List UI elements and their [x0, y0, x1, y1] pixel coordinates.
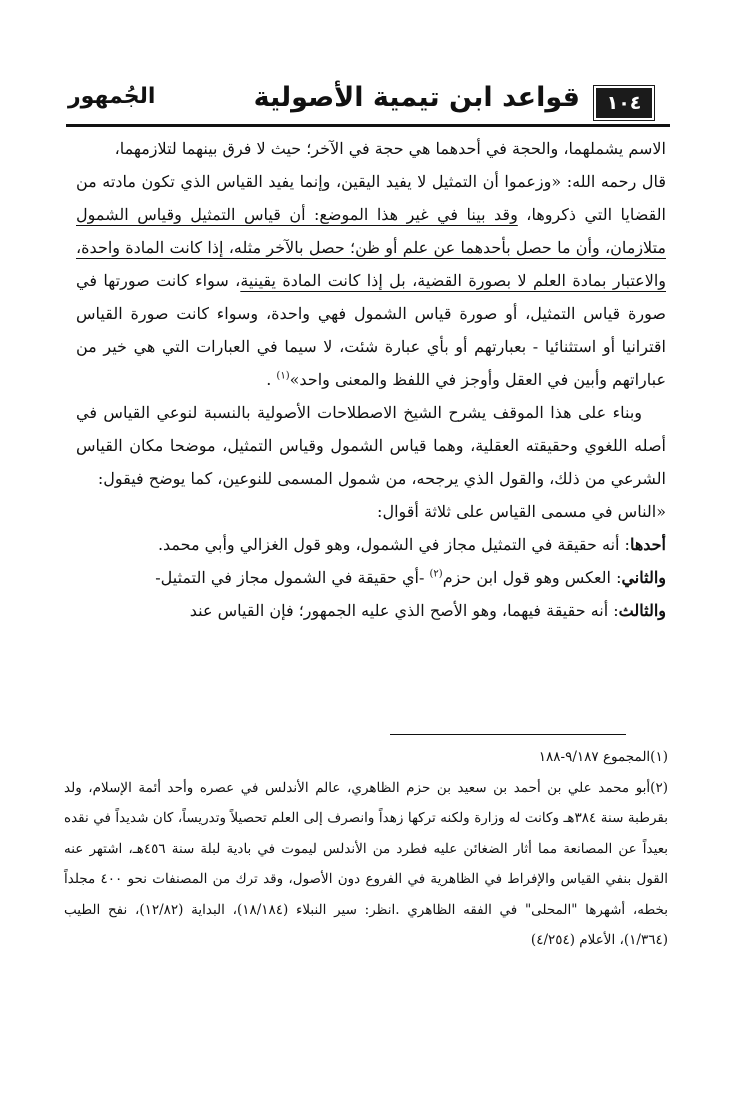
item-label: والثاني: [621, 568, 666, 587]
footnote-2: (٢)أبو محمد علي بن أحمد بن سعيد بن حزم الظاهري، عالم الأندلس في عصره وأحد أئمة الإسلام، ولد بقرطبة سنة ٣٨٤هـ وكانت له وزارة ولكنه تركها زهداً وانصرف إلى العلم تحصيلاً وتدريساً، كان شديداً في نقده بعيداً عن المصانعة مما أثار الضغائن عليه فطرد من الأندلس ليموت في بادية لبلة سنة ٤٥٦هـ، اشتهر عنه القول بنفي القياس والإفراط في الظاهرية في الفروع دون الأصول، وقد ترك من المصنفات نحو ٤٠٠ مجلداً بخطه، أشهرها "المحلى" في الفقه الظاهري .انظر: سير النبلاء (١٨/١٨٤)، البداية (١٢/٨٢)، نفح الطيب (١/٣٦٤)، الأعلام (٤/٢٥٤): [64, 779, 669, 948]
item-text: : أنه حقيقة في التمثيل مجاز في الشمول، وهو قول الغزالي وأبي محمد.: [157, 535, 630, 554]
page-number: ١٠٤: [596, 88, 652, 118]
footnote-rule: [390, 734, 626, 735]
paragraph: «الناس في مسمى القياس على ثلاثة أقوال:: [377, 502, 666, 521]
item-label: أحدها: [629, 535, 666, 554]
paragraph: الاسم يشملهما، والحجة في أحدهما هي حجة في الآخر؛ حيث لا فرق بينهما لتلازمهما،: [114, 139, 666, 158]
main-text: [76, 132, 666, 627]
book-title: قواعد ابن تيمية الأصولية: [253, 82, 580, 113]
list-item: [76, 594, 666, 627]
list-item: [76, 561, 666, 594]
item-text: : العكس وهو قول ابن حزم: [442, 568, 622, 587]
quote-start: قال رحمه الله: «وزعموا أن التمثيل لا يفيد اليقين، وإنما يفيد القياس الذي تكون مادته من القضايا التي ذكروها،: [76, 172, 666, 224]
list-item: [76, 528, 666, 561]
footnote-ref: (٢): [429, 568, 443, 580]
item-text: : أنه حقيقة فيهما، وهو الأصح الذي عليه الجمهور؛ فإن القياس عند: [189, 601, 619, 620]
quote-paragraph: قال رحمه الله: «وزعموا أن التمثيل لا يفيد اليقين، وإنما يفيد القياس الذي تكون مادته من القضايا التي ذكروها، وقد بينا في غير هذا الموضع: أن قياس التمثيل وقياس الشمول متلازمان، وأن ما حصل بأحدهما عن علم أو ظن؛ حصل بالآخر مثله، إذا كانت المادة واحدة، والاعتبار بمادة العلم لا بصورة القضية، بل إذا كانت المادة يقينية، سواء كانت صورتها في صورة قياس التمثيل، أو صورة قياس الشمول فهي واحدة، وسواء كانت صورة القياس اقترانيا أو استثنائيا - بعبارتهم أو بأي عبارة شئت، لا سيما في العبارات التي هي خير من عباراتهم وأبين في العقل وأوجز في اللفظ والمعنى واحد»$^{(١)}$ .: [76, 172, 666, 389]
paragraph: وبناء على هذا الموقف يشرح الشيخ الاصطلاحات الأصولية بالنسبة لنوعي القياس في أصله اللغوي وحقيقته العقلية، وهما قياس الشمول وقياس التمثيل، موضحا مكان القياس الشرعي من ذلك، والقول الذي يرجحه، من شمول المسمى للنوعين، كما يوضح فيقول:: [76, 403, 666, 488]
page-header: [68, 82, 668, 120]
header-rule: [66, 124, 670, 127]
footnote-1: (١)المجموع ٩/١٨٧-١٨٨: [538, 749, 668, 765]
footnote-ref: (١): [276, 370, 290, 382]
underlined-passage: وقد بينا في غير هذا الموضع: أن قياس التمثيل وقياس الشمول متلازمان، وأن ما حصل بأحدهما عن علم أو ظن؛ حصل بالآخر مثله، إذا كانت المادة واحدة، والاعتبار بمادة العلم لا بصورة القضية، بل إذا كانت المادة يقينية: [76, 205, 666, 290]
item-label: والثالث: [618, 601, 666, 620]
footnotes: [64, 742, 668, 956]
item-text: -أي حقيقة في الشمول مجاز في التمثيل-: [155, 568, 430, 587]
quote-end: ، سواء كانت صورتها في صورة قياس التمثيل، أو صورة قياس الشمول فهي واحدة، وسواء كانت صورة القياس اقترانيا أو استثنائيا - بعبارتهم أو بأي عبارة شئت، لا سيما في العبارات التي هي خير من عباراتهم وأبين في العقل وأوجز في اللفظ والمعنى واحد»: [76, 271, 666, 389]
publisher-logo: الجُمهور: [68, 84, 156, 109]
